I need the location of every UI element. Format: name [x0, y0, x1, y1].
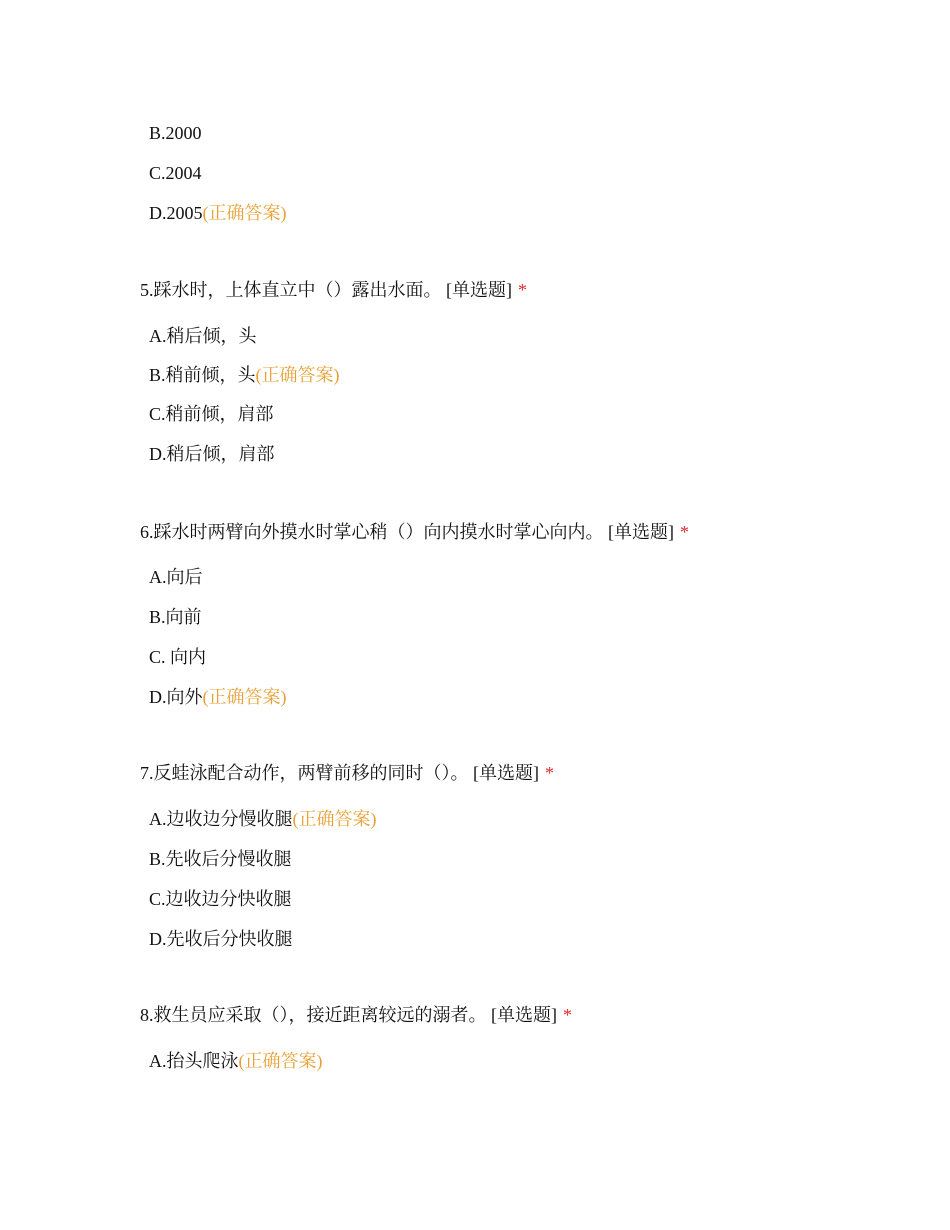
required-marker: * [680, 522, 689, 542]
required-marker: * [518, 280, 527, 300]
option-text: D.向外 [149, 687, 203, 707]
correct-answer-marker: (正确答案) [255, 365, 340, 385]
option-text: D.先收后分快收腿 [149, 929, 293, 949]
option-text: B.稍前倾，头 [149, 365, 256, 385]
required-marker: * [563, 1005, 572, 1025]
option-c[interactable] [149, 887, 292, 911]
option-d[interactable] [149, 442, 275, 466]
option-c[interactable] [149, 402, 274, 426]
option-d[interactable] [149, 927, 293, 951]
option-text: C. 向内 [149, 647, 207, 667]
question-title [140, 761, 554, 785]
correct-answer-marker: (正确答案) [202, 203, 287, 223]
question-text: 8.救生员应采取（），接近距离较远的溺者。 [140, 1005, 487, 1025]
question-type-tag: [单选题] [491, 1005, 557, 1025]
question-type-tag: [单选题] [473, 763, 539, 783]
question-title [140, 520, 689, 544]
question-type-tag: [单选题] [608, 522, 674, 542]
question-text: 6.踩水时两臂向外摸水时掌心稍（）向内摸水时掌心向内。 [140, 522, 604, 542]
option-c[interactable] [149, 645, 206, 669]
option-text: A.抬头爬泳 [149, 1051, 239, 1071]
option-text: D.2005 [149, 203, 203, 223]
option-b[interactable] [149, 605, 202, 629]
question-title [140, 1003, 572, 1027]
option-text: C.稍前倾，肩部 [149, 404, 274, 424]
option-c[interactable] [149, 161, 202, 185]
option-text: B.2000 [149, 123, 202, 143]
option-b[interactable] [149, 363, 340, 387]
option-a[interactable] [149, 1049, 323, 1073]
correct-answer-marker: (正确答案) [238, 1051, 323, 1071]
option-a[interactable] [149, 324, 257, 348]
option-text: A.稍后倾，头 [149, 326, 257, 346]
question-type-tag: [单选题] [446, 280, 512, 300]
correct-answer-marker: (正确答案) [292, 809, 377, 829]
option-text: D.稍后倾，肩部 [149, 444, 275, 464]
question-text: 5.踩水时，上体直立中（）露出水面。 [140, 280, 442, 300]
option-b[interactable] [149, 847, 292, 871]
option-d[interactable] [149, 685, 287, 709]
question-text: 7.反蛙泳配合动作，两臂前移的同时（）。 [140, 763, 469, 783]
option-b[interactable] [149, 121, 202, 145]
correct-answer-marker: (正确答案) [202, 687, 287, 707]
option-text: C.边收边分快收腿 [149, 889, 292, 909]
option-a[interactable] [149, 565, 203, 589]
option-d[interactable] [149, 201, 287, 225]
option-a[interactable] [149, 807, 377, 831]
option-text: C.2004 [149, 163, 202, 183]
option-text: A.向后 [149, 567, 203, 587]
option-text: B.向前 [149, 607, 202, 627]
option-text: B.先收后分慢收腿 [149, 849, 292, 869]
option-text: A.边收边分慢收腿 [149, 809, 293, 829]
question-title [140, 278, 527, 302]
required-marker: * [545, 763, 554, 783]
